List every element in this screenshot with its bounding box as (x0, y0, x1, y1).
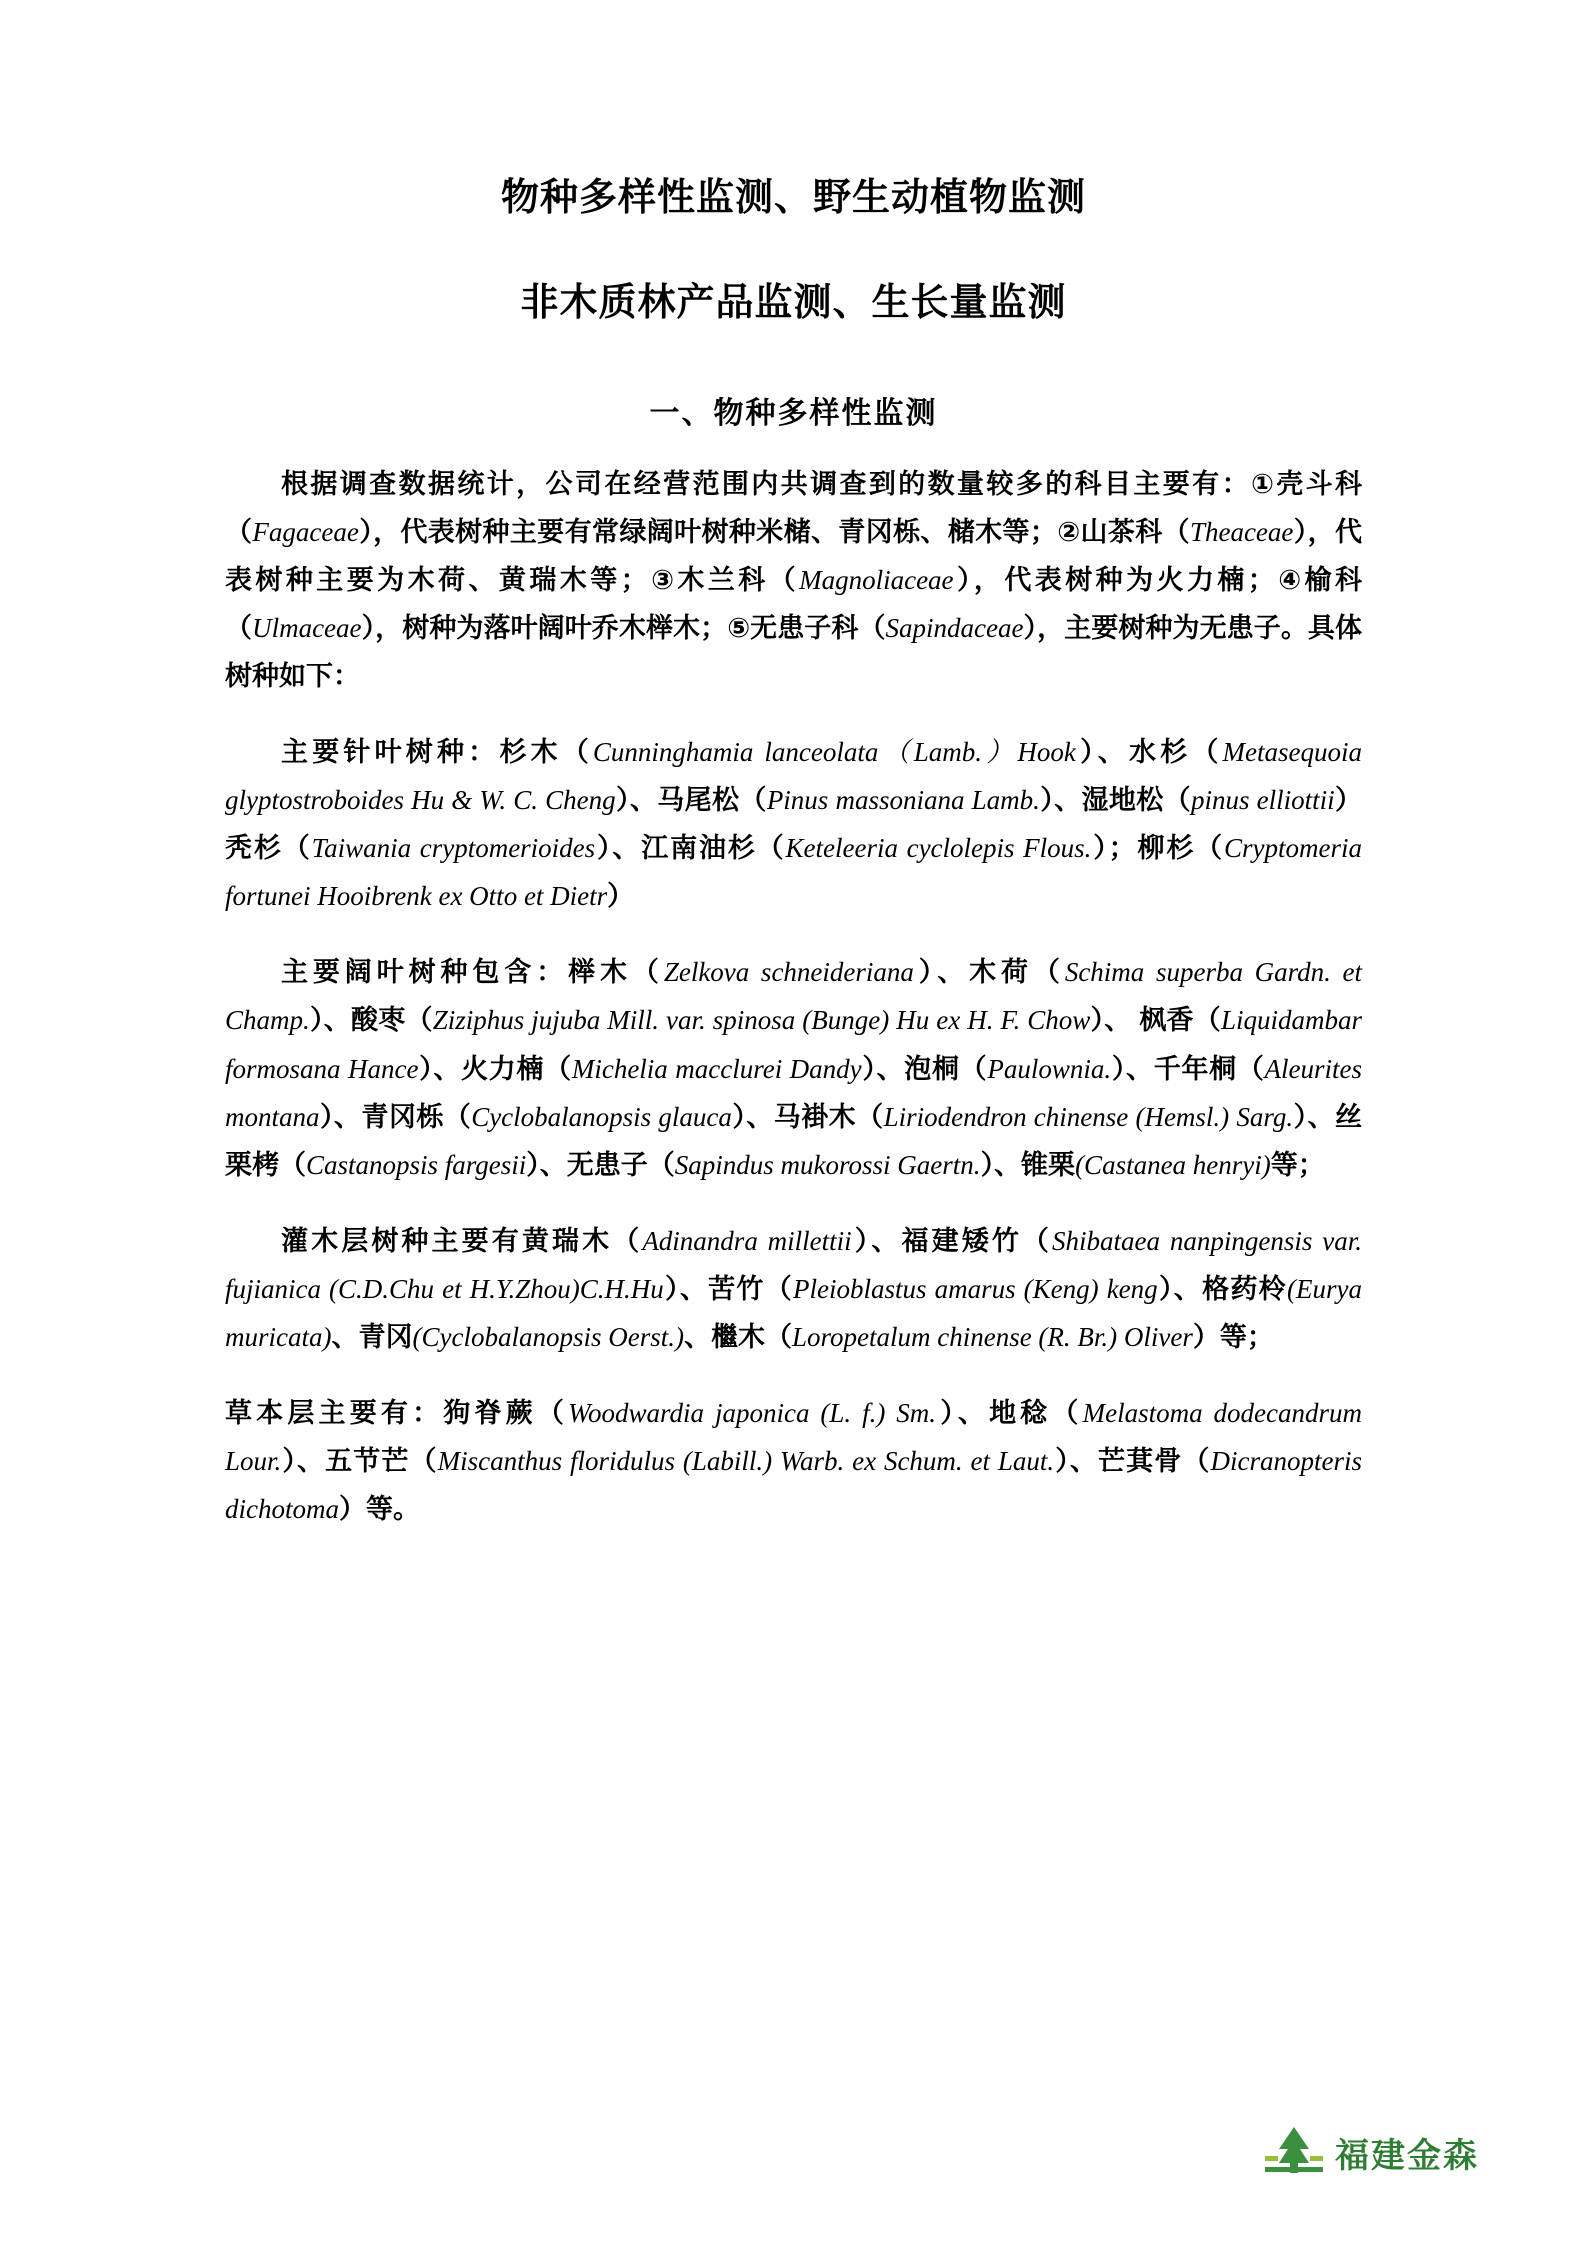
paragraph-shrub-layer (225, 1217, 1362, 1361)
broadleaf-text-h: ）、青冈栎（ (319, 1101, 472, 1132)
paragraph-conifers (225, 728, 1362, 920)
conifers-text-h: ） (607, 881, 635, 912)
broadleaf-text-k: ）、无患子（ (526, 1149, 675, 1180)
sci-ziziphus-jujuba: Ziziphus jujuba Mill. var. spinosa (Bunge) Hu ex H. F. Chow (432, 1005, 1091, 1036)
sci-aleurites-montana: Aleurites montana (225, 1053, 1363, 1132)
intro-text-e: ），树种为落叶阔叶乔木榉木；⑤无患子科（ (361, 613, 886, 644)
intro-text-f: ），主要树种为无患子。具体树种如下： (225, 613, 1362, 692)
shrub-text-e: 、青冈 (331, 1321, 413, 1352)
shrub-text-d: ）、格药柃 (1157, 1273, 1288, 1304)
sci-schima-superba: Schima superba Gardn. et Champ. (225, 957, 1362, 1036)
sci-keteleeria-cyclolepis: Keteleeria cyclolepis Flous. (785, 833, 1092, 864)
document-title-line-2: 非木质林产品监测、生长量监测 (520, 282, 1067, 324)
broadleaf-text-j: ）、丝栗栲（ (225, 1101, 1363, 1180)
intro-text-b: ），代表树种主要有常绿阔叶树种米槠、青冈栎、槠木等；②山茶科（ (358, 517, 1190, 548)
intro-text-d: ），代表树种为火力楠；④榆科（ (225, 565, 1362, 644)
sci-eurya-muricata: (Eurya muricata) (225, 1273, 1362, 1352)
conifers-text-b: ）、水杉（ (1075, 737, 1223, 768)
conifers-text-g: ）；柳杉（ (1091, 833, 1225, 864)
conifers-text-f: ）、江南油杉（ (595, 833, 786, 864)
conifers-text-d: ）、湿地松（ (1039, 785, 1192, 816)
sci-cryptomeria-fortunei: Cryptomeria fortunei Hooibrenk ex Otto et Dietr (225, 833, 1363, 912)
sci-michelia-macclurei: Michelia macclurei Dandy (571, 1053, 862, 1084)
broadleaf-text-c: ）、酸枣（ (309, 1005, 433, 1036)
paragraph-herb-layer (225, 1389, 1362, 1533)
shrub-text-b: ）、福建矮竹（ (851, 1225, 1053, 1256)
sci-paulownia: Paulownia. (987, 1053, 1112, 1084)
forest-logo-icon (1263, 2123, 1325, 2181)
paragraph-intro (225, 460, 1362, 700)
sci-shibataea-nanpingensis: Shibataea nanpingensis var. fujianica (C.D.Chu et H.Y.Zhou)C.H.Hu (225, 1225, 1363, 1304)
section-title: 一、物种多样性监测 (649, 397, 938, 430)
broadleaf-text-i: ）、马褂木（ (731, 1101, 884, 1132)
sci-cyclobalanopsis-glauca: Cyclobalanopsis glauca (471, 1101, 732, 1132)
conifers-text-e: ）秃杉（ (225, 785, 1363, 864)
sci-ulmaceae: Ulmaceae (252, 613, 362, 644)
herb-text-c: ）、五节芒（ (281, 1445, 438, 1476)
sci-liquidambar-formosana: Liquidambar formosana Hance (225, 1005, 1362, 1084)
sci-sapindus-mukorossi: Sapindus mukorossi Gaertn. (674, 1149, 981, 1180)
sci-metasequoia-glyptostroboides: Metasequoia glyptostroboides Hu & W. C. Cheng (225, 737, 1363, 816)
sci-taiwania-cryptomerioides: Taiwania cryptomerioides (311, 833, 596, 864)
broadleaf-text-d: ）、 枫香（ (1090, 1005, 1221, 1036)
sci-cunninghamia-lanceolata: Cunninghamia lanceolata（Lamb.）Hook (592, 737, 1076, 768)
sci-sapindaceae: Sapindaceae (885, 613, 1024, 644)
herb-text-e: ）等。 (339, 1493, 420, 1524)
shrub-text-g: ）等； (1192, 1321, 1274, 1352)
shrub-text-f: 、檵木（ (683, 1321, 792, 1352)
intro-text-c: ），代表树种主要为木荷、黄瑞木等；③木兰科（ (225, 517, 1363, 596)
broadleaf-text-m: 等； (1270, 1149, 1325, 1180)
sci-woodwardia-japonica: Woodwardia japonica (L. f.) Sm. (568, 1397, 937, 1428)
intro-text-a: 根据调查数据统计，公司在经营范围内共调查到的数量较多的科目主要有：①壳斗科（ (225, 469, 1362, 548)
sci-zelkova-schneideriana: Zelkova schneideriana (663, 957, 914, 988)
broadleaf-text-l: ）、锥栗 (980, 1149, 1076, 1180)
sci-castanopsis-fargesii: Castanopsis fargesii (306, 1149, 527, 1180)
broadleaf-text-a: 主要阔叶树种包含：榉木（ (281, 957, 664, 988)
sci-pleioblastus-amarus: Pleioblastus amarus (Keng) keng (793, 1273, 1158, 1304)
shrub-text-c: ）、苦竹（ (663, 1273, 794, 1304)
sci-magnoliaceae: Magnoliaceae (799, 565, 954, 596)
shrub-text-a: 灌木层树种主要有黄瑞木（ (281, 1225, 643, 1256)
sci-melastoma-dodecandrum: Melastoma dodecandrum Lour. (225, 1397, 1363, 1476)
sci-pinus-elliottii: pinus elliottii (1191, 785, 1335, 816)
sci-adinandra-millettii: Adinandra millettii (642, 1225, 852, 1256)
broadleaf-text-f: ）、泡桐（ (861, 1053, 988, 1084)
company-logo (1263, 2123, 1479, 2181)
document-title-line-1: 物种多样性监测、野生动植物监测 (500, 177, 1086, 219)
broadleaf-text-e: ）、火力楠（ (418, 1053, 572, 1084)
sci-cyclobalanopsis-oerst: (Cyclobalanopsis Oerst.) (412, 1321, 684, 1352)
herb-text-a: 草本层主要有：狗脊蕨（ (225, 1397, 569, 1428)
sci-pinus-massoniana: Pinus massoniana Lamb. (766, 785, 1040, 816)
paragraph-broadleaf (225, 948, 1362, 1188)
sci-loropetalum-chinense: Loropetalum chinense (R. Br.) Oliver (791, 1321, 1193, 1352)
herb-text-d: ）、芒萁骨（ (1054, 1445, 1211, 1476)
herb-text-b: ）、地稔（ (936, 1397, 1083, 1428)
sci-dicranopteris-dichotoma: Dicranopteris dichotoma (225, 1445, 1362, 1524)
conifers-text-c: ）、马尾松（ (615, 785, 767, 816)
sci-miscanthus-floridulus: Miscanthus floridulus (Labill.) Warb. ex Schum. et Laut. (437, 1445, 1055, 1476)
broadleaf-text-g: ）、千年桐（ (1111, 1053, 1265, 1084)
broadleaf-text-b: ）、木荷（ (913, 957, 1065, 988)
sci-castanea-henryi: (Castanea henryi) (1075, 1149, 1271, 1180)
sci-fagaceae: Fagaceae (252, 517, 359, 548)
sci-liriodendron-chinense: Liriodendron chinense (Hemsl.) Sarg. (883, 1101, 1294, 1132)
company-name: 福建金森 (1335, 2136, 1479, 2175)
conifers-text-a: 主要针叶树种：杉木（ (281, 737, 593, 768)
sci-theaceae: Theaceae (1189, 517, 1294, 548)
